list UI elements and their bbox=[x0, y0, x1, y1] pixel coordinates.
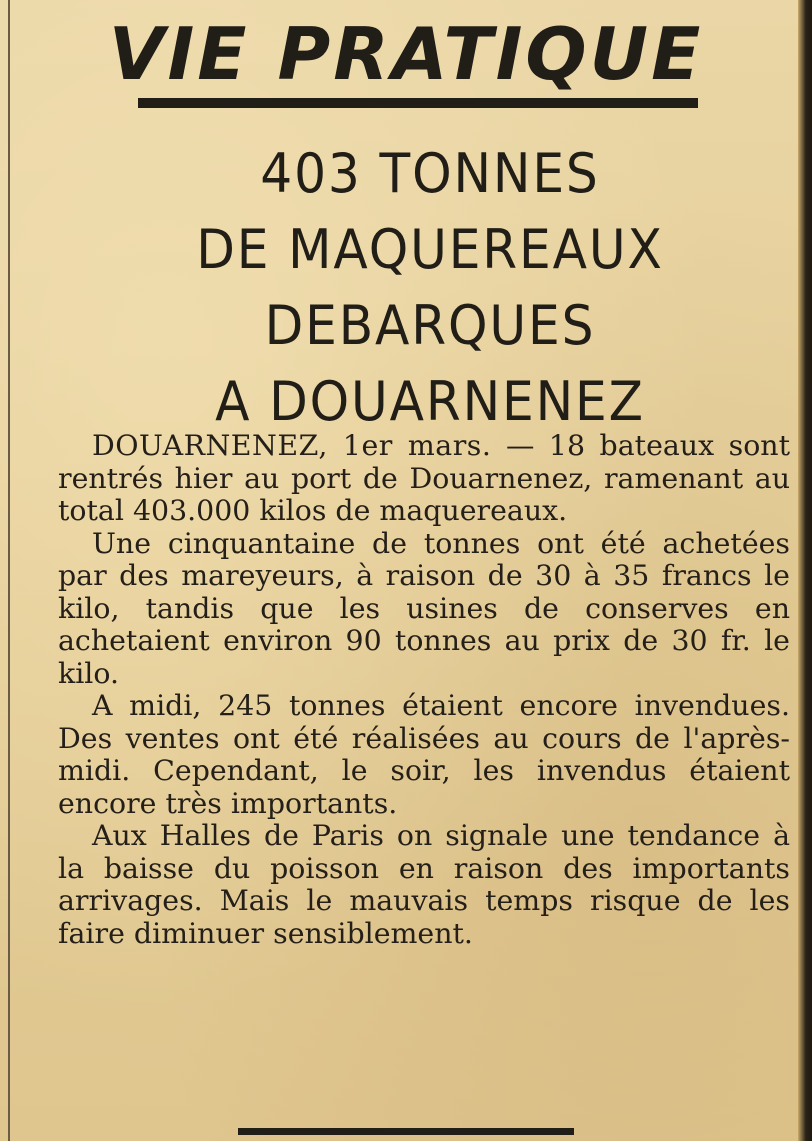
section-rubric: VIE PRATIQUE bbox=[108, 12, 704, 96]
article-paragraph: Aux Halles de Paris on signale une tendance à la baisse du poisson en raison des importants arrivages. Mais le mauvais temps risque de les faire diminuer sensiblement. bbox=[58, 819, 790, 950]
headline-line: 403 TONNES bbox=[260, 142, 600, 205]
article-paragraph: A midi, 245 tonnes étaient encore invendues. Des ventes ont été réalisées au cours de l'après-midi. Cependant, le soir, les invendus étaient encore très importants. bbox=[58, 689, 790, 820]
article-headline bbox=[67, 136, 792, 440]
article-paragraph: Une cinquantaine de tonnes ont été achetées par des mareyeurs, à raison de 30 à 35 francs le kilo, tandis que les usines de conserves en achetaient environ 90 tonnes au prix de 30 fr. le kilo. bbox=[58, 526, 790, 690]
headline-line: DE MAQUEREAUX bbox=[196, 218, 664, 281]
article-paragraph bbox=[58, 430, 790, 528]
column-rule-left bbox=[8, 0, 10, 1141]
headline-line: A DOUARNENEZ bbox=[215, 370, 645, 433]
headline-line: DEBARQUES bbox=[264, 294, 596, 357]
article-body bbox=[58, 430, 790, 950]
paragraph-text: — 18 bateaux sont rentrés hier au port de Douarnenez, ramenant au total 403.000 kilos de maquereaux. bbox=[58, 429, 790, 527]
page-edge-right bbox=[798, 0, 812, 1141]
article-dateline: DOUARNENEZ, 1er mars. bbox=[92, 429, 492, 462]
article-end-rule bbox=[238, 1128, 574, 1135]
rubric-underline bbox=[138, 98, 698, 108]
